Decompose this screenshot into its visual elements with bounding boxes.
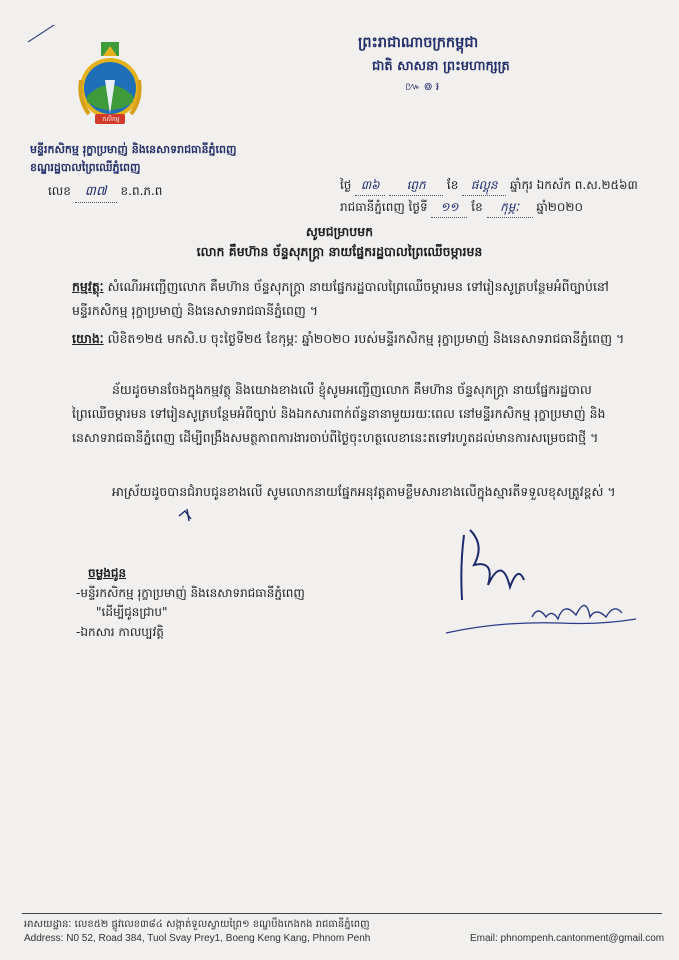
national-motto: ជាតិ សាសនា ព្រះមហាក្សត្រ	[372, 59, 510, 74]
footer-address-khmer: អាសយដ្ឋានៈ លេខ៥២ ផ្លូវលេខ៣៨៤ សង្កាត់ទួលស្វាយព្រៃ១ ខណ្ឌបឹងកេងកង រាជធានីភ្នំពេញ	[24, 919, 370, 930]
subject-text: សំណើរអញ្ជើញលោក គឹមហ៊ាន ច័ន្ទសុភក្រ្តា នាយផ្នែករដ្ឋបាលព្រៃឈើចម្ការមន ទៅរៀនសូត្របន្ថែមអំពីច្បាប់នៅមន្ទីរកសិកម្ម រុក្ខាប្រមាញ់ និងនេសាទរាជធានីភ្នំពេញ ។	[72, 279, 609, 318]
solar-year-text: ឆ្នាំ២០២០	[536, 200, 583, 214]
organization-subunit: ខណ្ឌរដ្ឋបាលព្រៃឈើភ្នំពេញ	[30, 161, 141, 174]
handwritten-tick-mark	[176, 507, 196, 523]
footer-email: Email: phnompenh.cantonment@gmail.com	[470, 933, 665, 944]
header-ornament: ៚៙៛	[405, 80, 443, 93]
subject-label: កម្មវត្ថុៈ	[72, 279, 104, 294]
lunar-month-value: ផល្គុន	[462, 177, 506, 196]
cc-title: ចម្លងជូន	[88, 566, 127, 580]
reference-prefix: លេខ	[48, 184, 71, 198]
reference-number	[48, 183, 162, 203]
subject-line	[72, 275, 627, 323]
cc-item-1: -មន្ទីរកសិកម្ម រុក្ខាប្រមាញ់ និងនេសាទរាជធានីភ្នំពេញ	[76, 586, 305, 600]
lunar-phase-value: ពេ្ញក	[389, 177, 443, 196]
emblem-label: កសិកម្ម	[102, 116, 120, 123]
body-paragraph-1: ន័យដូចមានចែងក្នុងកម្មវត្ថុ និងយោងខាងលើ ខ្ញុំសូមអញ្ជើញលោក គឹមហ៊ាន ច័ន្ទសុភក្រ្តា នាយផ្នែករដ្ឋបាលព្រៃឈើចម្ការមន ទៅរៀនសូត្របន្ថែមអំពីច្បាប់ និងឯកសារពាក់ព័ន្ធនានាមួយរយៈពេល នៅមន្ទីរកសិកម្ម រុក្ខាប្រមាញ់ និងនេសាទរាជធានីភ្នំពេញ ដើម្បីពង្រឹងសមត្ថភាពការងារចាប់ពីថ្ងៃចុះហត្ថលេខានេះតទៅរហូតដល់មានការសម្រេចជាថ្មី ។	[72, 382, 606, 445]
handwritten-signature	[440, 525, 640, 650]
reference-suffix: ខ.ព.ភ.ព	[120, 184, 163, 198]
body-paragraph-2: អាស្រ័យដូចបានជំរាបជូនខាងលើ សូមលោកនាយផ្នែកអនុវត្តតាមខ្លឹមសារខាងលើក្នុងស្មារតីទទួលខុសត្រូវខ្ពស់ ។	[112, 484, 616, 499]
date-day-prefix: ថ្ងៃ	[340, 178, 352, 192]
footer-address-english: Address: N0 52, Road 384, Tuol Svay Prey1, Boeng Keng Kang, Phnom Penh	[24, 933, 371, 944]
cc-item-1-note: "ដើម្បីជូនជ្រាប"	[96, 605, 168, 619]
lunar-month-label: ខែ	[446, 178, 459, 192]
reference-text: លិខិត១២៥ មកសិ.ប ចុះថ្ងៃទី២៥ ខែកុម្ភៈ ឆ្នាំ២០២០ របស់មន្ទីរកសិកម្ម រុក្ខាប្រមាញ់ និងនេសាទរាជធានីភ្នំពេញ ។	[107, 331, 625, 346]
solar-date	[340, 199, 583, 218]
reference-label: យោងៈ	[72, 331, 104, 346]
solar-day-value: ១១	[431, 199, 467, 218]
pen-stroke-mark	[26, 22, 56, 44]
recipient-name: លោក គឹមហ៊ាន ច័ន្ទសុភក្រ្តា នាយផ្នែករដ្ឋបាលព្រៃឈើចម្ការមន	[196, 244, 483, 259]
kingdom-title: ព្រះរាជាណាចក្រកម្ពុជា	[358, 35, 479, 51]
lunar-year-text: ឆ្នាំកុរ ឯកស័ក ព.ស.២៥៦៣	[510, 178, 638, 192]
cc-item-2: -ឯកសារ កាលប្បវត្តិ	[76, 625, 164, 639]
salutation: សូមជម្រាបមក	[305, 224, 374, 239]
lunar-day-value: ៣៦	[355, 177, 385, 196]
solar-month-label: ខែ	[471, 200, 483, 214]
reference-value: ៣៧	[75, 183, 117, 203]
footer-divider	[22, 913, 662, 914]
lunar-date	[340, 177, 638, 196]
organization-name: មន្ទីរកសិកម្ម រុក្ខាប្រមាញ់ និងនេសាទរាជធានីភ្នំពេញ	[30, 143, 237, 156]
solar-month-value: កុម្ភៈ	[487, 199, 533, 218]
solar-date-prefix: រាជធានីភ្នំពេញ ថ្ងៃទី	[340, 200, 428, 214]
reference-line	[72, 327, 627, 351]
